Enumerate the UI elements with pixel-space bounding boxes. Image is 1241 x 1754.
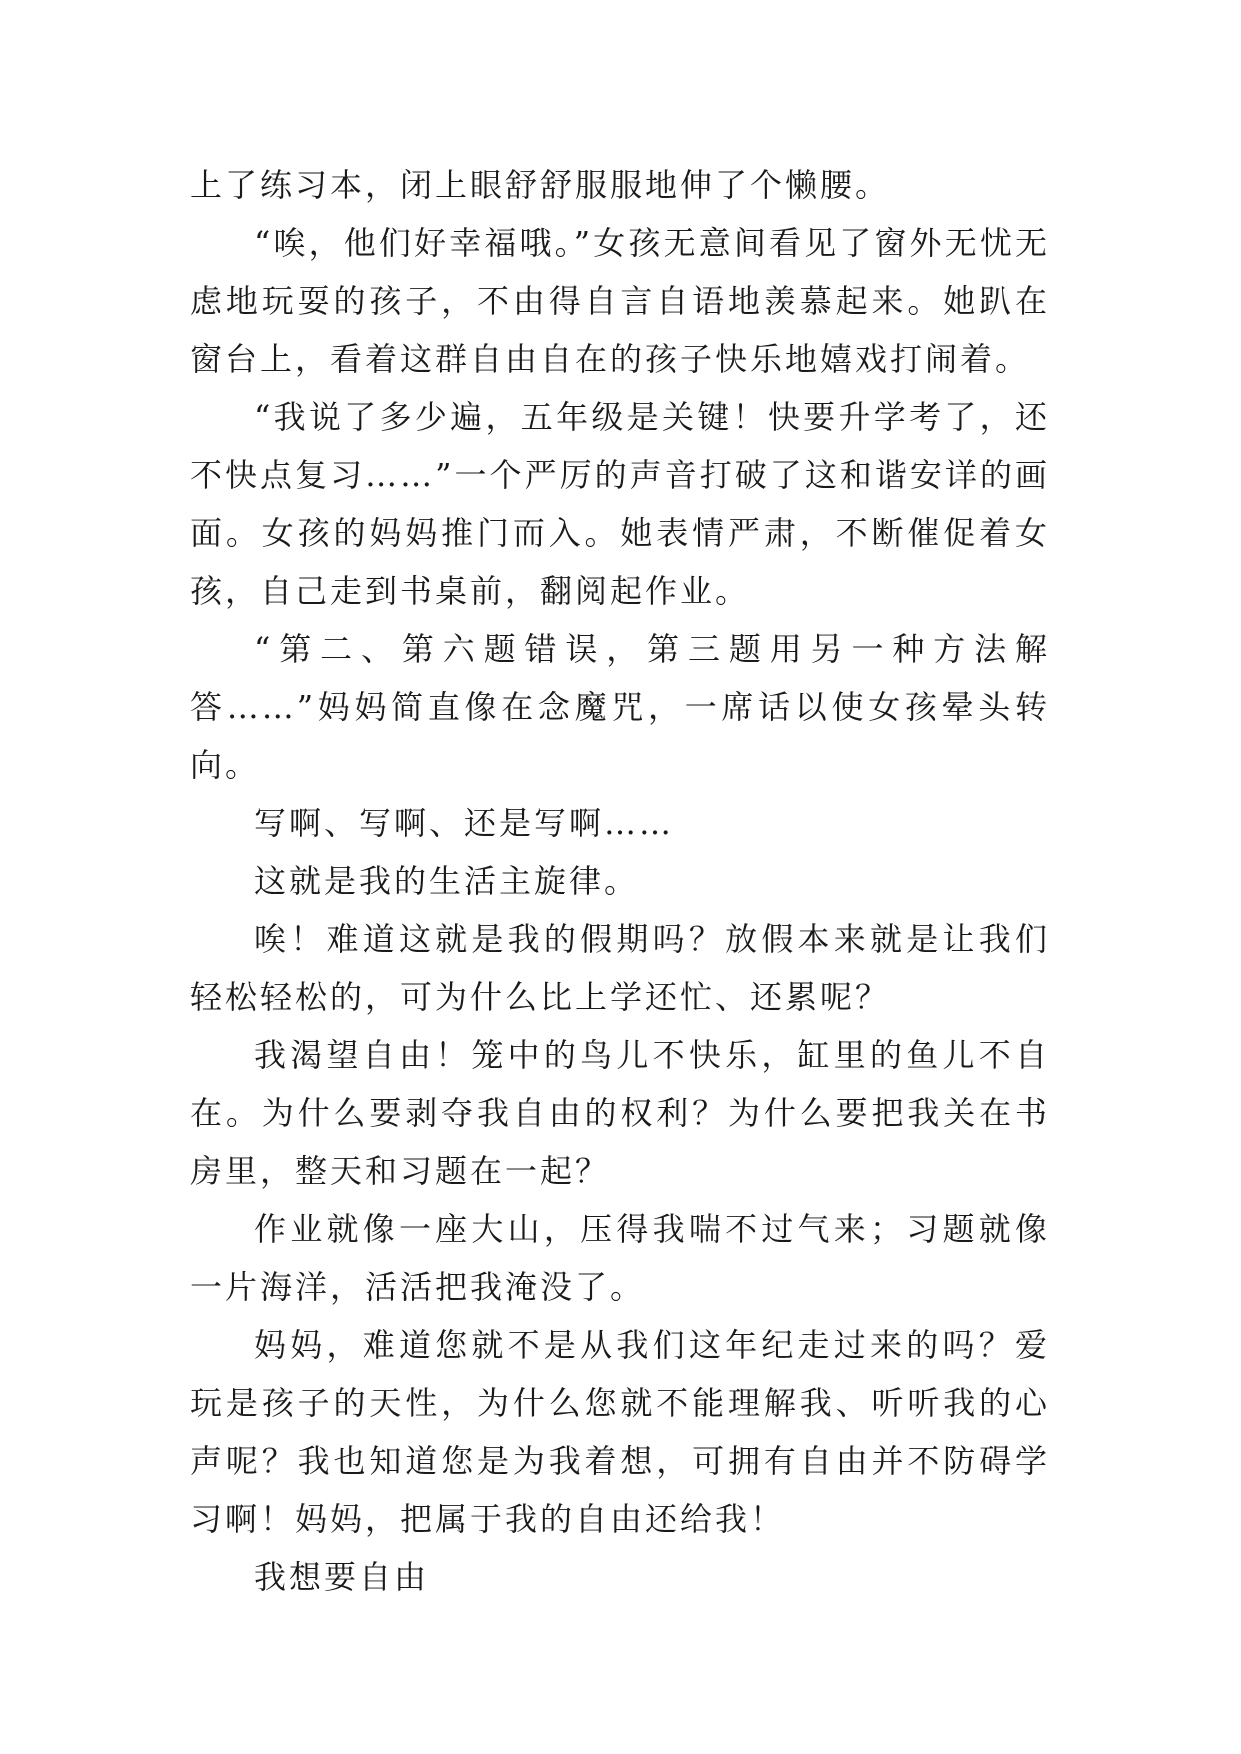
paragraph-5: 写啊、写啊、还是写啊…… — [254, 804, 675, 842]
paragraph-1: 上了练习本，闭上眼舒舒服服地伸了个懒腰。 — [190, 166, 891, 204]
paragraph-4: “第二、第六题错误，第三题用另一种方法解答……”妈妈简直像在念魔咒，一席话以使女孩晕头转向。 — [190, 630, 1050, 784]
paragraph-9: 作业就像一座大山，压得我喘不过气来；习题就像一片海洋，活活把我淹没了。 — [190, 1210, 1050, 1306]
paragraph-10: 妈妈，难道您就不是从我们这年纪走过来的吗？爱玩是孩子的天性，为什么您就不能理解我、听听我的心声呢？我也知道您是为我着想，可拥有自由并不防碍学习啊！妈妈，把属于我的自由还给我！ — [190, 1326, 1050, 1538]
paragraph-7: 唉！难道这就是我的假期吗？放假本来就是让我们轻松轻松的，可为什么比上学还忙、还累呢？ — [190, 920, 1050, 1016]
paragraph-2: “唉，他们好幸福哦。”女孩无意间看见了窗外无忧无虑地玩耍的孩子，不由得自言自语地羡慕起来。她趴在窗台上，看着这群自由自在的孩子快乐地嬉戏打闹着。 — [190, 224, 1050, 378]
document-body — [190, 156, 1050, 1606]
paragraph-8: 我渴望自由！笼中的鸟儿不快乐，缸里的鱼儿不自在。为什么要剥夺我自由的权利？为什么要把我关在书房里，整天和习题在一起？ — [190, 1036, 1050, 1190]
paragraph-6: 这就是我的生活主旋律。 — [254, 862, 640, 900]
paragraph-11: 我想要自由 — [254, 1558, 430, 1596]
paragraph-3: “我说了多少遍，五年级是关键！快要升学考了，还不快点复习……”一个严厉的声音打破了这和谐安详的画面。女孩的妈妈推门而入。她表情严肃，不断催促着女孩，自己走到书桌前，翻阅起作业。 — [190, 398, 1050, 610]
